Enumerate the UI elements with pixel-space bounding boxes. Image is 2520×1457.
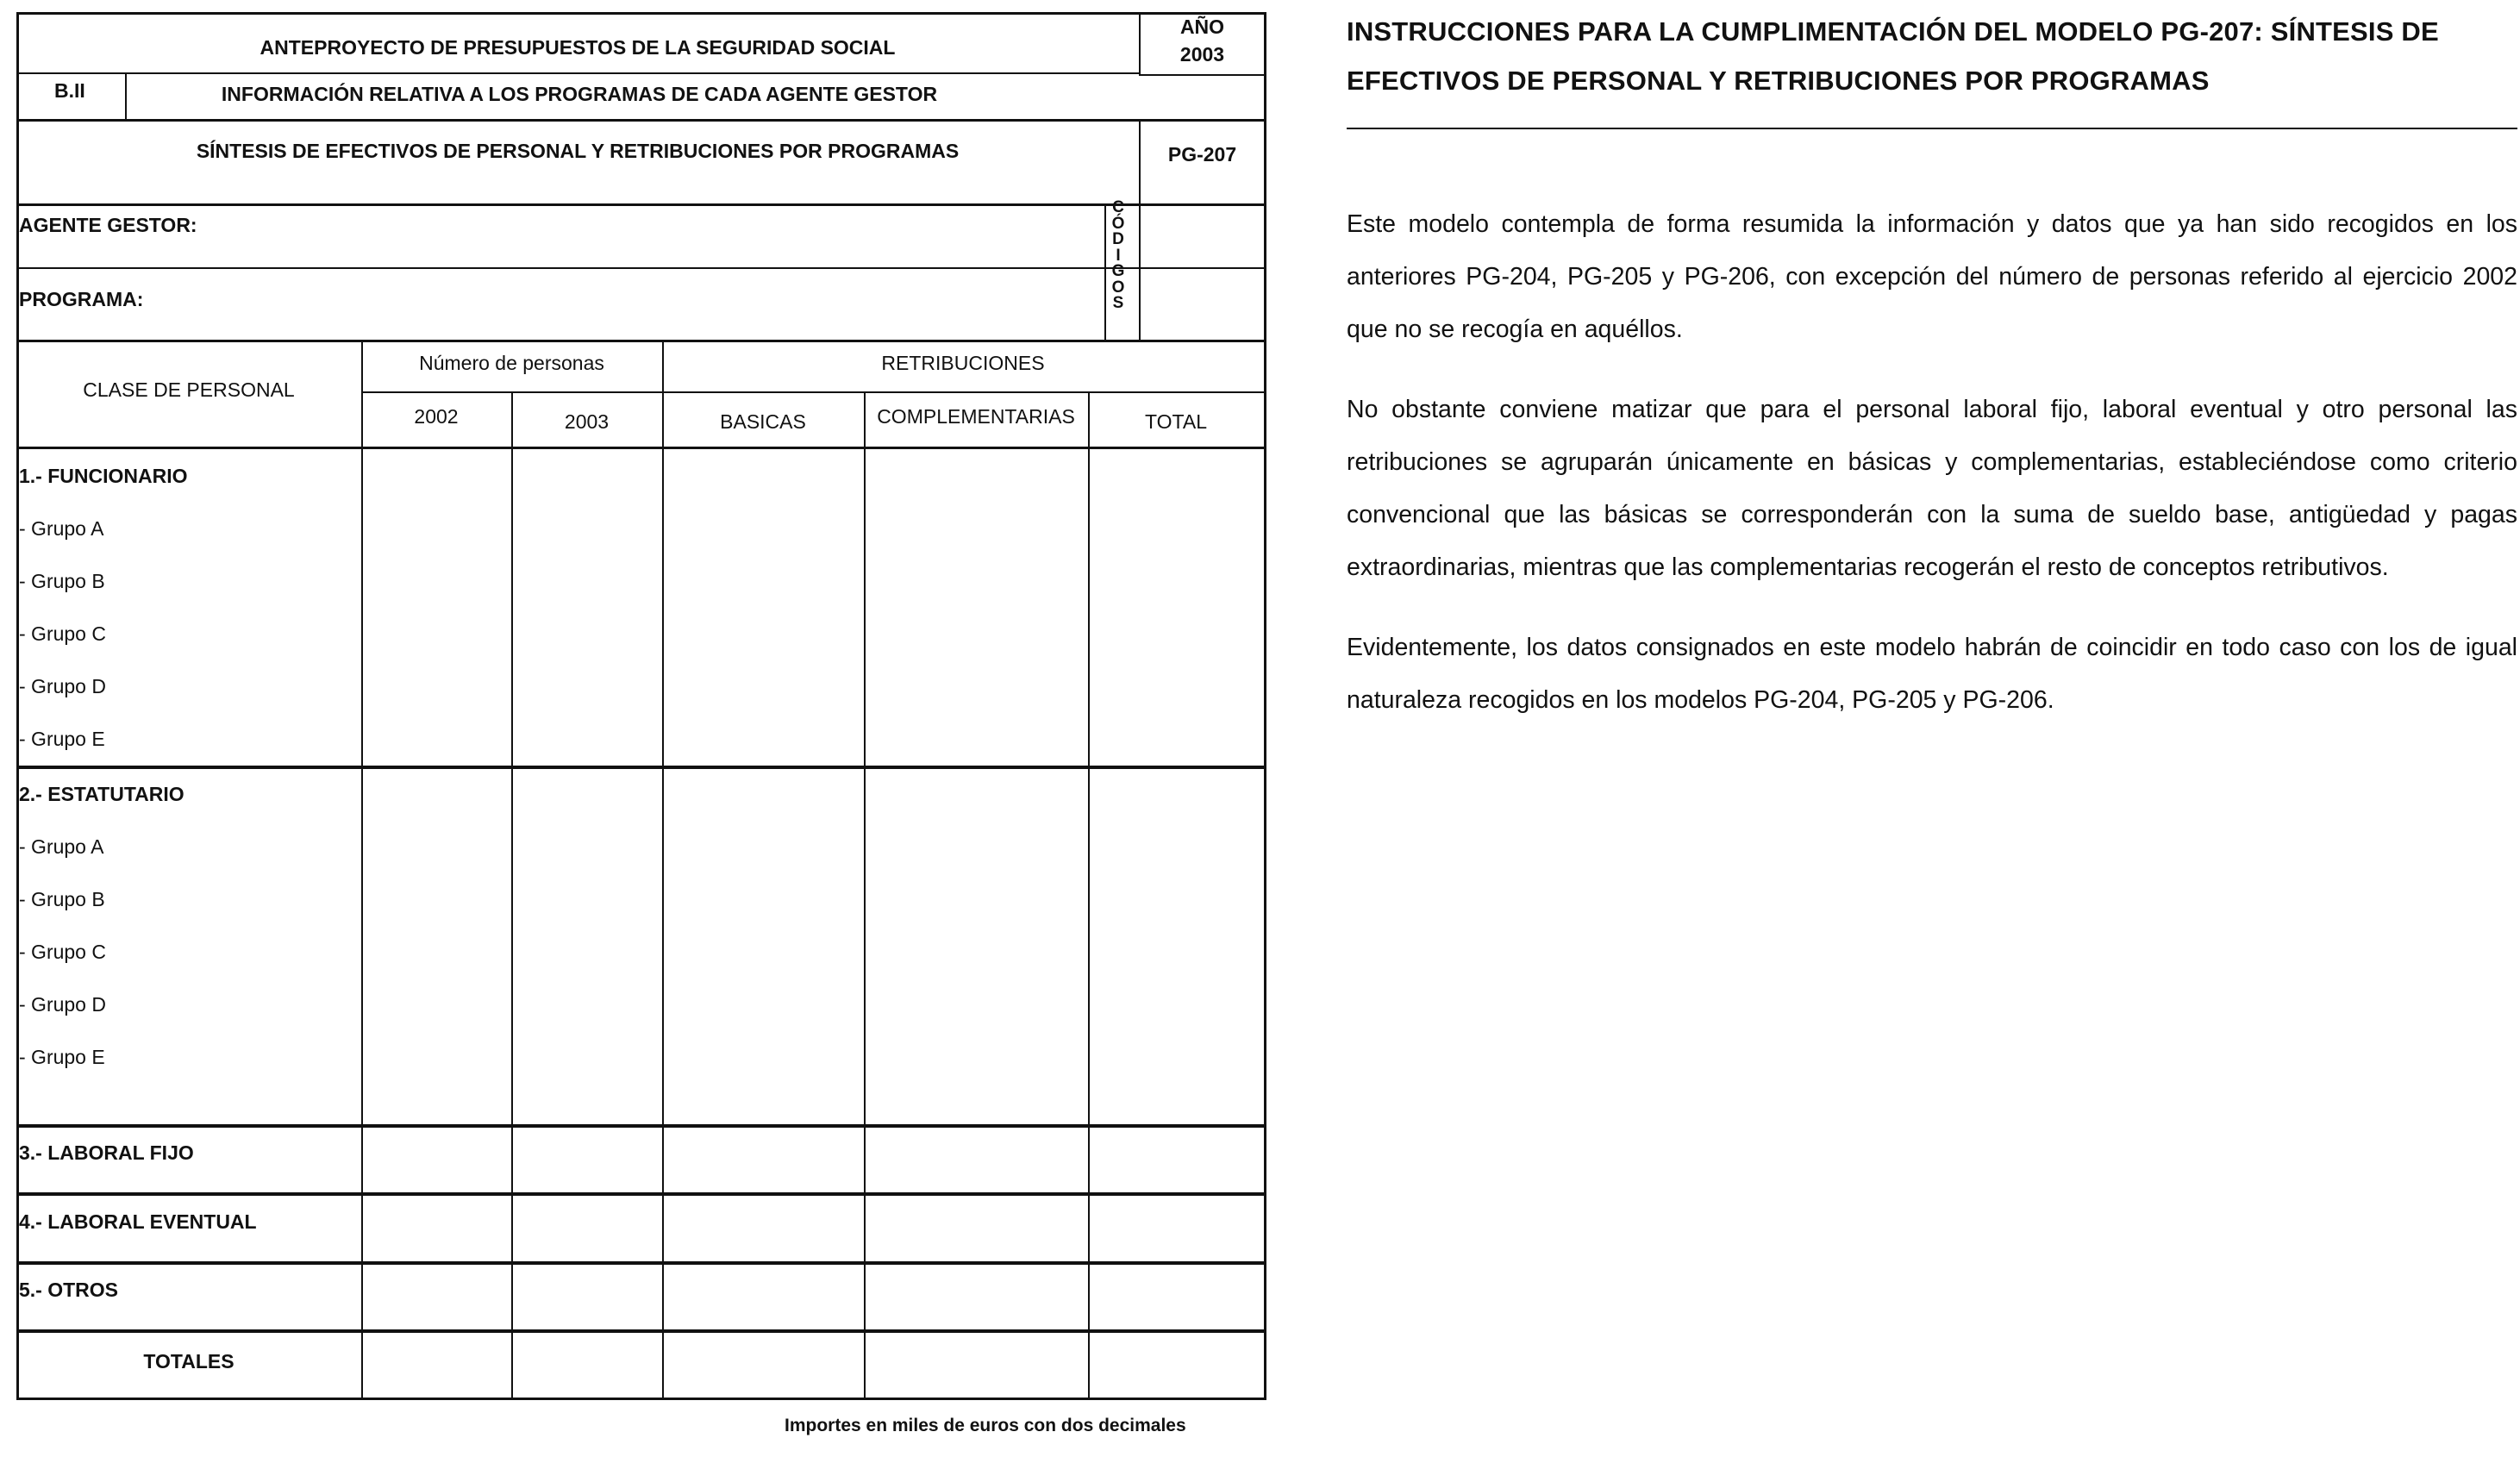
funcionario-title: 1.- FUNCIONARIO (19, 465, 188, 487)
codigos-letter: O (1111, 278, 1125, 297)
totales-label: TOTALES (143, 1350, 234, 1373)
model-title: SÍNTESIS DE EFECTIVOS DE PERSONAL Y RETRIBUCIONES POR PROGRAMAS (196, 140, 960, 162)
instructions-paragraph-2: No obstante conviene matizar que para el personal laboral fijo, laboral eventual y otro personal las retribuciones se agruparán únicamente en básicas y complementarias, estableciéndose como criterio convencional que las básicas se corresponderán con la suma de sueldo base, antigüedad y pagas extraordinarias, mientras que las complementarias recogerán el resto de conceptos retributivos. (1347, 396, 2517, 581)
laboral-eventual-title: 4.- LABORAL EVENTUAL (19, 1210, 257, 1233)
anio-label: AÑO (1179, 16, 1225, 38)
codigos-vertical-label (1110, 200, 1127, 312)
estatutario-grupo-d: - Grupo D (19, 993, 106, 1016)
divider (361, 340, 363, 1400)
divider (16, 766, 1266, 769)
divider (511, 391, 513, 1400)
instructions-paragraph-3: Evidentemente, los datos consignados en este modelo habrán de coincidir en todo caso con los de igual naturaleza recogidos en los modelos PG-204, PG-205 y PG-206. (1347, 634, 2517, 714)
codigos-letter: Ó (1111, 214, 1125, 233)
divider (1088, 391, 1090, 1400)
divider (16, 447, 1266, 449)
instructions-paragraph-1: Este modelo contempla de forma resumida la información y datos que ya han sido recogidos en los anteriores PG-204, PG-205 y PG-206, con excepción del número de personas referido al ejercicio 2002 que no se recogía en aquéllos. (1347, 210, 2517, 343)
col-retribuciones: RETRIBUCIONES (881, 352, 1045, 374)
divider (16, 1329, 1266, 1333)
form-pg207 (16, 12, 1266, 1400)
divider (16, 72, 1139, 74)
divider (16, 1192, 1266, 1196)
estatutario-grupo-b: - Grupo B (19, 888, 105, 910)
divider (16, 203, 1266, 206)
estatutario-grupo-c: - Grupo C (19, 941, 106, 963)
divider (16, 1261, 1266, 1265)
programa-label: PROGRAMA: (19, 288, 144, 310)
footnote-importes: Importes en miles de euros con dos decimales (785, 1416, 1186, 1435)
funcionario-grupo-c: - Grupo C (19, 622, 106, 645)
anio-value: 2003 (1179, 43, 1225, 66)
codigos-letter: I (1116, 246, 1121, 265)
codigos-letter: G (1111, 262, 1125, 280)
estatutario-grupo-a: - Grupo A (19, 835, 104, 858)
otros-title: 5.- OTROS (19, 1279, 119, 1301)
codigos-letter: C (1112, 198, 1124, 216)
form-border-bottom (16, 1398, 1266, 1400)
divider (16, 340, 1266, 342)
estatutario-grupo-e: - Grupo E (19, 1046, 105, 1068)
funcionario-grupo-d: - Grupo D (19, 675, 106, 697)
header-title: ANTEPROYECTO DE PRESUPUESTOS DE LA SEGURIDAD SOCIAL (260, 36, 896, 59)
funcionario-grupo-e: - Grupo E (19, 728, 105, 750)
col-numero-personas: Número de personas (419, 352, 604, 374)
instructions-title: INSTRUCCIONES PARA LA CUMPLIMENTACIÓN DEL MODELO PG-207: SÍNTESIS DE EFECTIVOS DE PERSONAL Y RETRIBUCIONES POR PROGRAMAS (1347, 16, 2439, 96)
divider (662, 340, 664, 1400)
col-clase-personal: CLASE DE PERSONAL (83, 378, 295, 401)
form-border-top (16, 12, 1266, 15)
divider (1104, 203, 1106, 341)
divider (361, 391, 1266, 393)
codigos-letter: S (1112, 294, 1124, 312)
divider (1139, 203, 1141, 341)
divider (864, 391, 866, 1400)
col-total: TOTAL (1145, 410, 1207, 433)
section-title: INFORMACIÓN RELATIVA A LOS PROGRAMAS DE CADA AGENTE GESTOR (221, 83, 938, 105)
agente-gestor-label: AGENTE GESTOR: (19, 214, 197, 236)
divider (16, 267, 1266, 269)
instructions-rule (1347, 128, 2517, 129)
col-2002: 2002 (414, 405, 459, 428)
funcionario-grupo-a: - Grupo A (19, 517, 104, 540)
divider (16, 119, 1266, 122)
col-2003: 2003 (564, 410, 610, 433)
codigos-letter: D (1112, 230, 1124, 248)
instructions-panel (1347, 7, 2517, 727)
funcionario-grupo-b: - Grupo B (19, 570, 105, 592)
divider (1139, 74, 1266, 76)
col-basicas: BASICAS (720, 410, 806, 433)
model-code: PG-207 (1167, 143, 1237, 166)
estatutario-title: 2.- ESTATUTARIO (19, 783, 184, 805)
section-code: B.II (54, 79, 85, 102)
divider (16, 1124, 1266, 1128)
laboral-fijo-title: 3.- LABORAL FIJO (19, 1141, 194, 1164)
col-complementarias: COMPLEMENTARIAS (877, 405, 1075, 428)
